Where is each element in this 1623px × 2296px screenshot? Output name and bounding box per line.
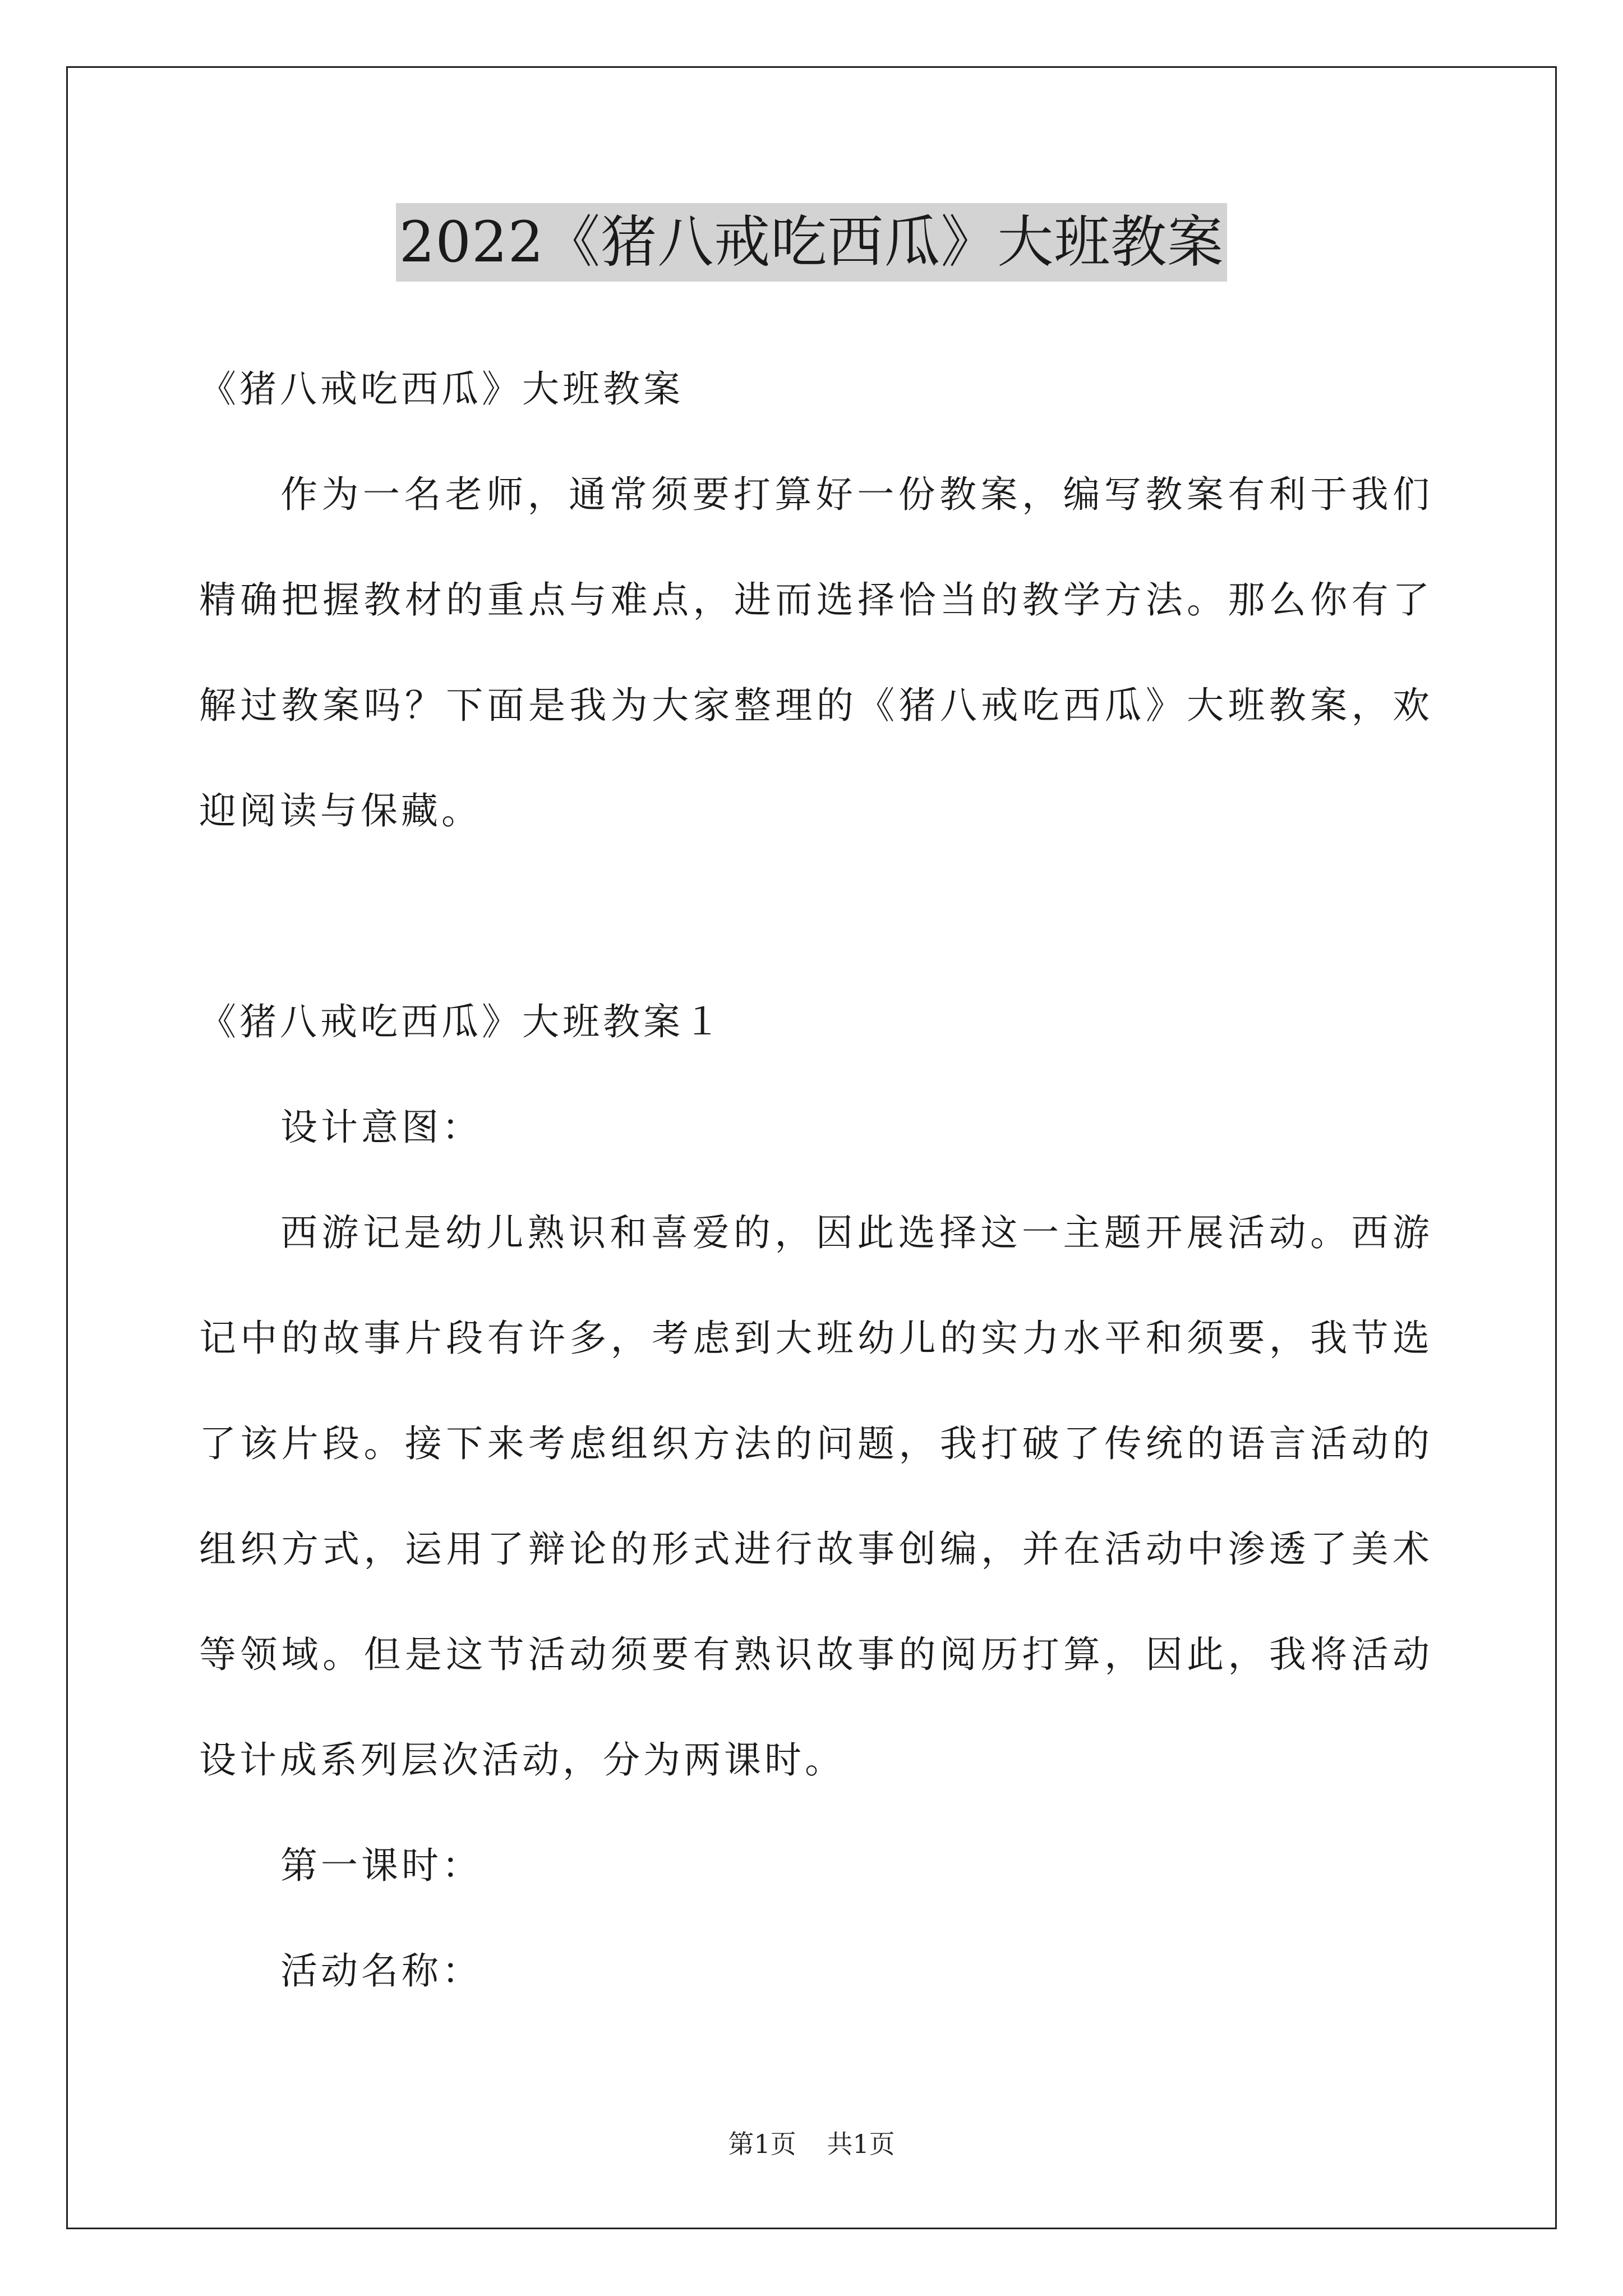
activity-name-label: 活动名称： <box>280 1949 482 1993</box>
intro-paragraph: 作为一名老师，通常须要打算好一份教案，编写教案有利于我们精确把握教材的重点与难点，进而选择恰当的教学方法。那么你有了解过教案吗？下面是我为大家整理的《猪八戒吃西瓜》大班教案，欢迎阅读与保藏。 <box>199 473 1433 832</box>
title-wrap <box>0 203 1623 282</box>
paragraph-gap <box>199 864 1433 969</box>
page-total: 共1页 <box>827 2129 895 2159</box>
section-title: 《猪八戒吃西瓜》大班教案１ <box>199 1000 724 1043</box>
lesson-one-label: 第一课时： <box>280 1844 482 1887</box>
page-footer <box>0 2127 1623 2161</box>
document-title: 2022《猪八戒吃西瓜》大班教案 <box>396 203 1228 282</box>
page-current: 第1页 <box>728 2129 796 2159</box>
document-body <box>199 337 1433 2024</box>
design-label: 设计意图： <box>280 1106 482 1149</box>
design-paragraph: 西游记是幼儿熟识和喜爱的，因此选择这一主题开展活动。西游记中的故事片段有许多，考虑到大班幼儿的实力水平和须要，我节选了该片段。接下来考虑组织方法的问题，我打破了传统的语言活动的组织方式，运用了辩论的形式进行故事创编，并在活动中渗透了美术等领域。但是这节活动须要有熟识故事的阅历打算，因此，我将活动设计成系列层次活动，分为两课时。 <box>199 1211 1433 1782</box>
document-subtitle: 《猪八戒吃西瓜》大班教案 <box>199 367 684 411</box>
